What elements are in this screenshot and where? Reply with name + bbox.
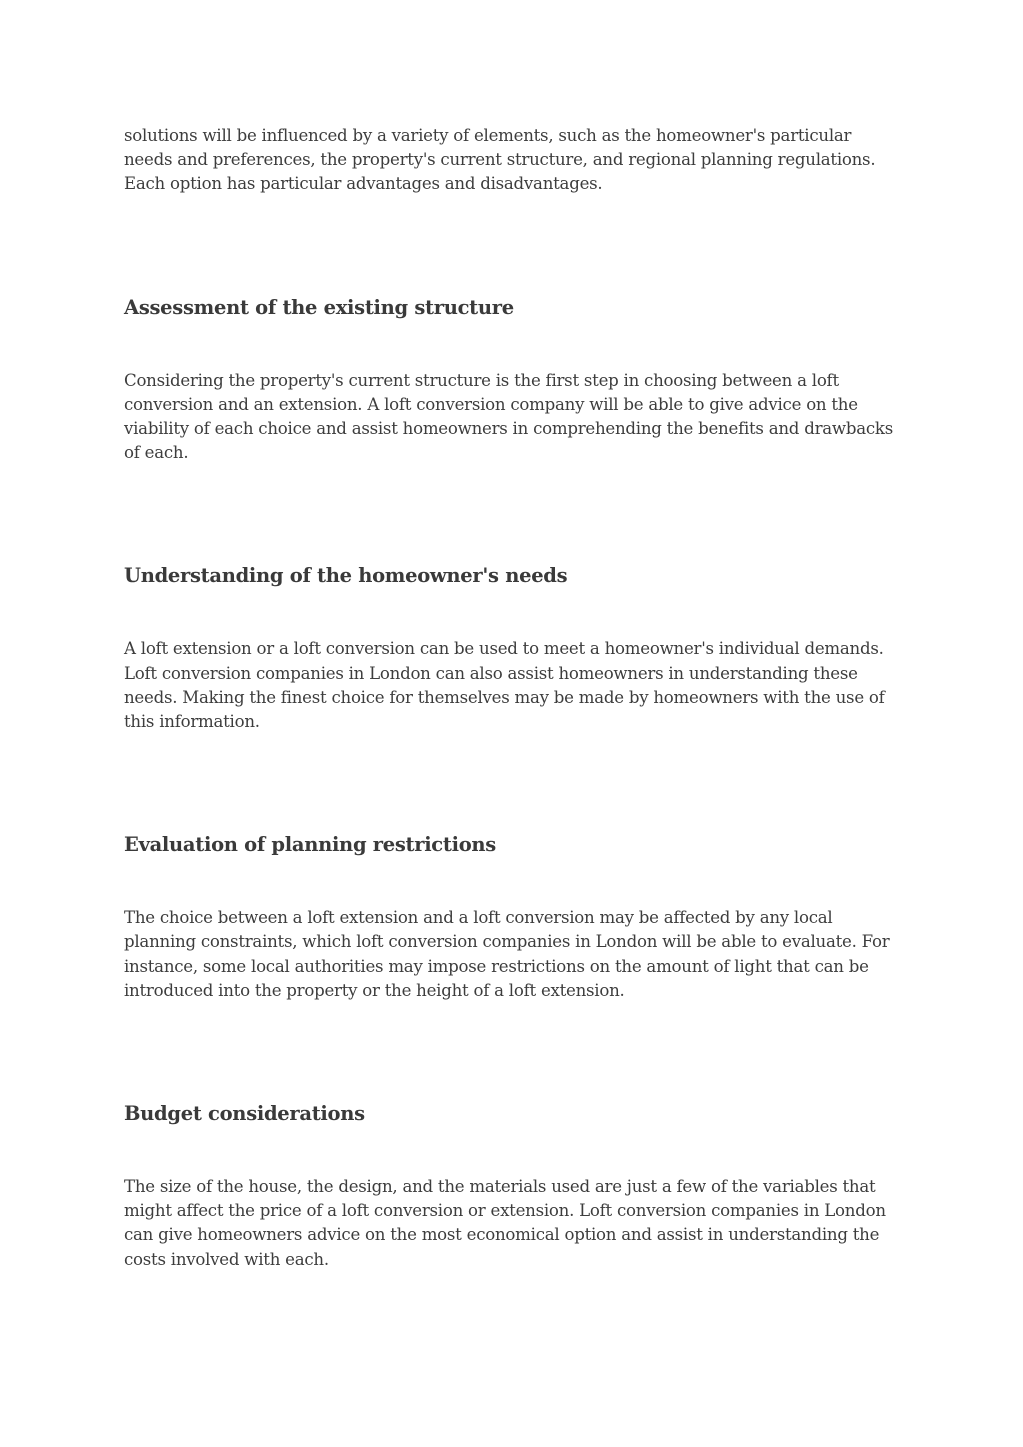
spacer <box>124 1127 904 1175</box>
spacer <box>124 589 904 637</box>
spacer <box>124 465 904 563</box>
spacer <box>124 734 904 832</box>
document-page <box>124 124 904 1272</box>
spacer <box>124 197 904 295</box>
section-paragraph-planning-restrictions: The choice between a loft extension and a loft conversion may be affected by any local planning constraints, which loft conversion companies in London will be able to evaluate. For instance, some local authorities may impose restrictions on the amount of light that can be introduced into the property or the height of a loft extension. <box>124 908 890 1000</box>
spacer <box>124 1003 904 1101</box>
spacer <box>124 858 904 906</box>
section-paragraph-homeowner-needs: A loft extension or a loft conversion can be used to meet a homeowner's individual demands. Loft conversion companies in London can also assist homeowners in understanding these needs. Making the finest choice for themselves may be made by homeowners with the use of this information. <box>124 639 885 732</box>
section-paragraph-existing-structure: Considering the property's current structure is the first step in choosing between a loft conversion and an extension. A loft conversion company will be able to give advice on the viability of each choice and assist homeowners in comprehending the benefits and drawbacks of each. <box>124 370 893 463</box>
section-heading-planning-restrictions: Evaluation of planning restrictions <box>124 833 496 857</box>
spacer <box>124 321 904 369</box>
section-paragraph-budget: The size of the house, the design, and the materials used are just a few of the variables that might affect the price of a loft conversion or extension. Loft conversion companies in London can give homeowners advice on the most economical option and assist in understanding the costs involved with each. <box>124 1177 886 1269</box>
section-heading-budget: Budget considerations <box>124 1102 365 1126</box>
intro-paragraph: solutions will be influenced by a variety of elements, such as the homeowner's particular needs and preferences, the property's current structure, and regional planning regulations. Each option has particular advantages and disadvantages. <box>124 126 876 194</box>
section-heading-homeowner-needs: Understanding of the homeowner's needs <box>124 564 568 588</box>
section-heading-existing-structure: Assessment of the existing structure <box>124 295 514 319</box>
